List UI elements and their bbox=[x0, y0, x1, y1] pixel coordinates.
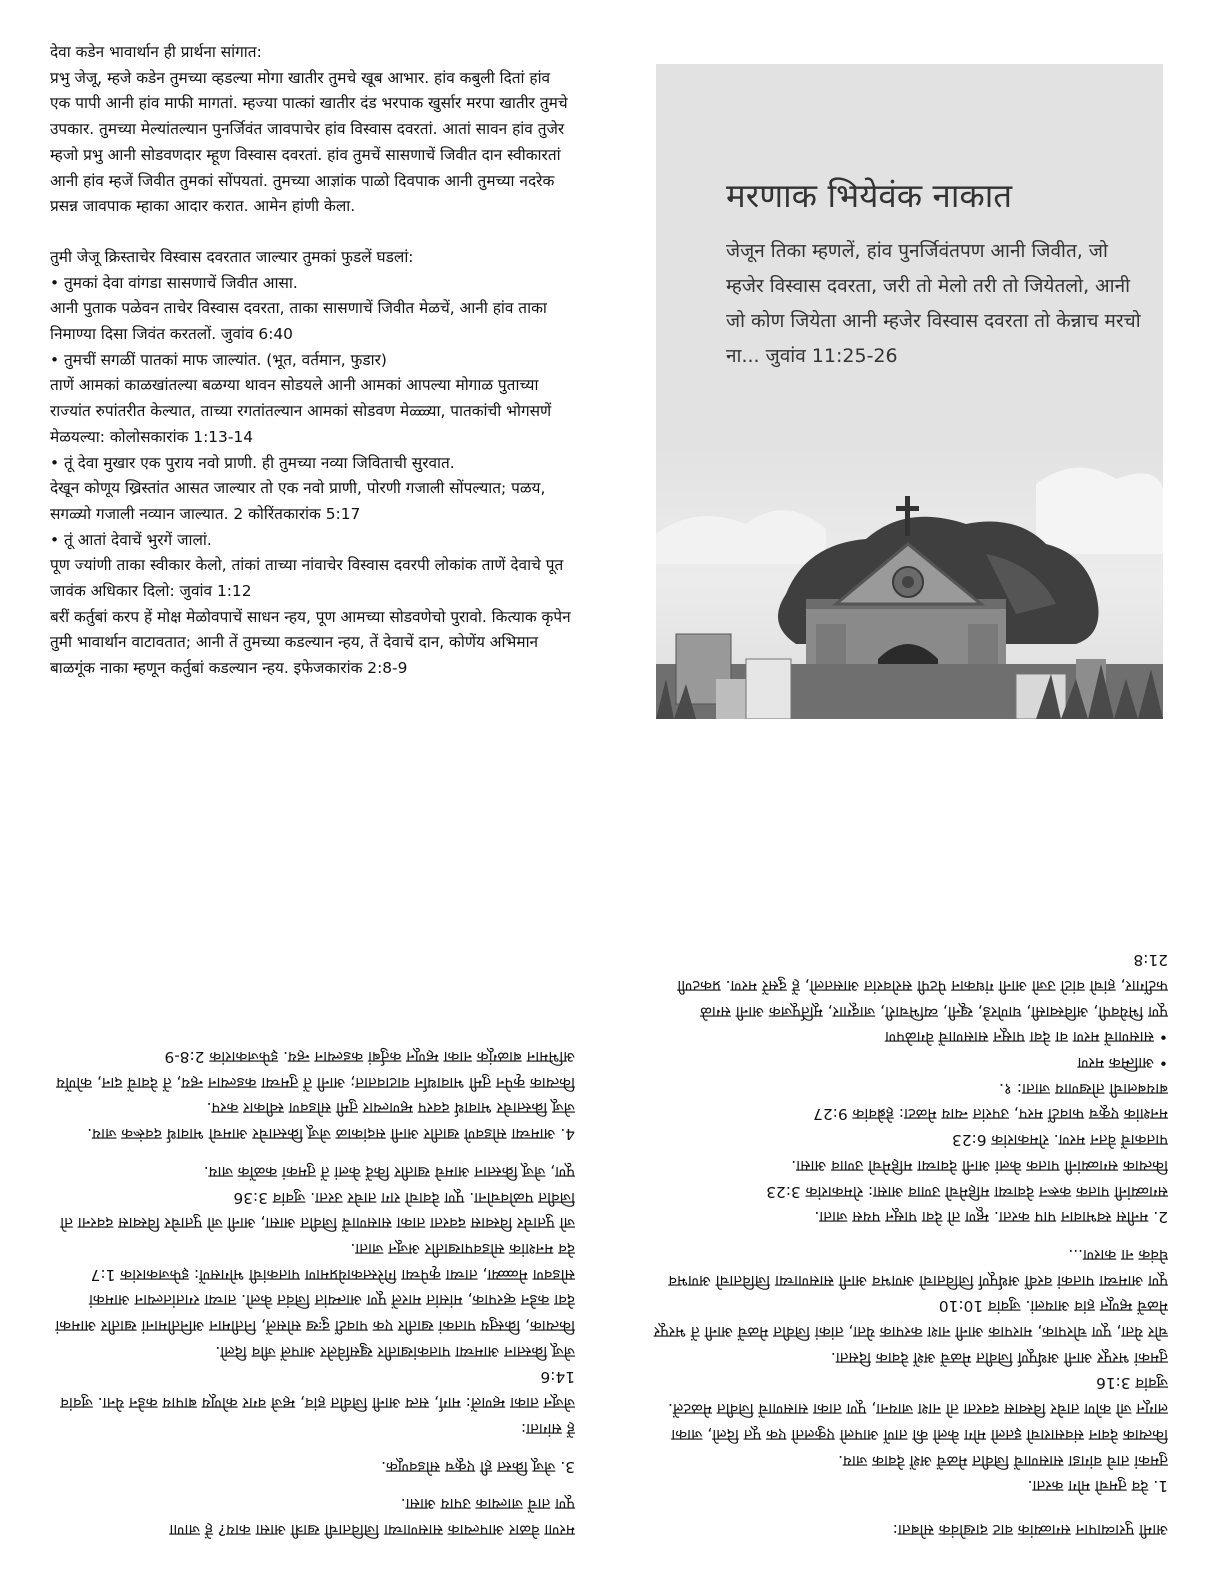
inverted-paragraph: चोर येता, पूण चोरपाक, मारपाक आनी नाश करपाक येता, तांकां जिवीत मेळचें आनी तें भरपूर मेळचें म्हणून हांव आयलां. जुवांव 10:10 bbox=[653, 1297, 1168, 1342]
inverted-paragraph: जेजू क्रिस्तान आमच्या पातकांखातीर खुर्सावेलेर आपलें जीव दिलो. bbox=[215, 1342, 575, 1361]
inverted-paragraph: हें सांगता: bbox=[520, 1419, 575, 1438]
closing-paragraph: बरीं कर्तुबां करप हें मोक्ष मेळोवपाचें साधन न्हय, पूण आमच्या सोडवणेचो पुरावो. कित्याक कृपेन तुमी भावार्थान वाटावतात; आनी तें तुमच्या कडल्यान न्हय, तें देवाचें दान, कोणेंय अभिमान बाळगूंक नाका म्हणून कर्तुबां कडल्यान न्हय. इफेजकारांक 2:8-9 bbox=[50, 607, 571, 678]
inverted-paragraph: • आत्मिक मरण bbox=[1077, 1054, 1168, 1073]
inverted-paragraph: जेजून ताका म्हणलें: मार्ग, सत्य आनी जिवीत हांव, म्हजे वगर कोणूय बापाय कडेन येना. जुवांव 14:6 bbox=[60, 1368, 575, 1413]
inverted-paragraph: पूण भियेवपी, अविस्वासी, घाणेरडे, खूनी, व्यभिचारी, जादूगार, मूर्तिपूजक आनी सगळे फटींगार, हांचो वांटो उजो आनी गंधकान पेटपी सरोवरांत आसतलो, हें दुसरें मरण. प्रकटणी 21:8 bbox=[677, 951, 1168, 1021]
benefit-item: • तूं आतां देवाचें भुरगें जालां. पूण ज्यांणी ताका स्वीकार केलो, तांकां ताच्या नांवाचेर विस्वास दवरपी लोकांक ताणें देवाचे पूत जावंक अधिकार दिलो: जुवांव 1:12 bbox=[50, 530, 564, 601]
inverted-paragraph: 3. जेजू क्रिस्त ही एकूच सोडवणूक. bbox=[381, 1457, 575, 1476]
inverted-paragraph: सगळ्यांनी पातक करून देवाच्या महिमेचो उणाव आसा: रोमकारांक 3:23 bbox=[766, 1182, 1168, 1201]
inverted-paragraph: देव मनशांक सोडवपाखातीर अजून जाता. bbox=[350, 1239, 575, 1258]
benefit-item: • तूं देवा मुखार एक पुराय नवो प्राणी. ही तुमच्या नव्या जिविताची सुरवात. देखून कोणूय ख्रिस्तांत आसत जाल्यार तो एक नवो प्राणी, पोरणी गजाली सोंपल्यात; पळय, सगळ्यो गजाली नव्यान जाल्यात. 2 कोरिंतकारांक 5:17 bbox=[50, 453, 546, 523]
cover-title: मरणाक भियेवंक नाकात bbox=[726, 176, 1013, 215]
inverted-paragraph: पातकाचें वेतन मरण. रोमकारांक 6:23 bbox=[952, 1131, 1168, 1150]
cover-panel bbox=[656, 64, 1163, 719]
spacer bbox=[50, 220, 575, 245]
inverted-paragraph: कित्याक, क्रिस्तुय पातकां खातीर एक पावटीं दुःख सोसलें, नितीमान अनितीमानां खातीर आमकां देवा कडेन व्हरपाक, मांसांत मारलें पूण आत्म्यांत जिवंत केलो. ताच्या रगतांतल्यान आमकां सोडवण मेळ्ळ्या, ताच्या कृपेच्या गिरेस्तकायेप्रमाण पातकांची भोगसणें: इफेजकारांक 1:7 bbox=[55, 1265, 575, 1336]
inverted-paragraph: पूण, जेजू क्रिस्तान आमचे खातीर किदें केलां तें तुमकां कळोंक जाय. bbox=[203, 1162, 575, 1181]
inverted-paragraph: मनशांक एकूच फावटीं मरप, उपरांत न्याय मेळटा: हेब्रेवांक 9:27 bbox=[813, 1105, 1168, 1124]
inverted-paragraph: पूण ताचें जाल्याक उपाय आसा. bbox=[400, 1495, 575, 1514]
inverted-paragraph: तुमकां भरपूर आनी अर्थपूर्ण जिवीत मेळचें अशें देवाक दिसता. bbox=[830, 1348, 1168, 1367]
prayer-panel bbox=[50, 40, 575, 682]
benefit-item: • तुमकां देवा वांगडा सासणाचें जिवीत आसा. आनी पुताक पळेवन ताचेर विस्वास दवरता, ताका सासणाचें जिवीत मेळचें, आनी हांव ताका निमाण्या दिसा जिवंत करतलों. जुवांव 6:40 bbox=[50, 273, 547, 344]
benefit-item: • तुमचीं सगळीं पातकां माफ जाल्यांत. (भूत, वर्तमान, फुडार) ताणें आमकां काळखांतल्या बळग्या थावन सोडयले आनी आमकां आपल्या मोगाळ पुताच्या राज्यांत रुपांतरीत केल्यात, ताच्या रगतांतल्यान आमकां सोडवण मेळ्ळ्या, पातकांची भोगसणें मेळयल्या: कोलोसकारांक 1:13-14 bbox=[50, 350, 552, 446]
inverted-panel-left bbox=[50, 822, 575, 1542]
inverted-paragraph: कित्याक कृपेन तुमी भावार्थान वाटावतात; आनी तें तुमच्या कडल्यान न्हय, तें देवाचें दान, कोणेंय अभिमान बाळगूंक नाका म्हणून कर्तुबां कडल्यान न्हय. इफेजकारांक 2:8-9 bbox=[56, 1048, 575, 1092]
inverted-paragraph: पूण आमच्या पातकां वरवीं अर्थपूर्ण जिविताचो अणभव आनी सासणाच्या जिविताचो अणभव घेवंक ना कारण... bbox=[668, 1245, 1168, 1290]
inverted-paragraph: 4. आमच्या सोडवणे खातीर आनी सदांकाळ जेजू क्रिस्ताचेर आमचो भावार्थ दवरूंक जाय. bbox=[87, 1125, 575, 1144]
inverted-paragraph: आमी पुराव्यापान सगळ्यांक वाट दाखोवंक सोबता: bbox=[892, 1521, 1168, 1539]
church-photo bbox=[656, 444, 1163, 719]
inverted-paragraph: कित्याक देवान संवसाराचो इतलो मोग केलो की ताणें आपलो एकुलतो एक पूत दिलो, जाका लागून जो कोण ताचेर विस्वास दवरता तो नाश जायना, पूण ताका सासणाचें जिवीत मेळटलें. जुवांव 3:16 bbox=[668, 1374, 1168, 1444]
inverted-paragraph: कित्याक सगळ्यांनी पातक केलां आनी देवाच्या महिमेचो उणाव आसा. bbox=[791, 1156, 1168, 1175]
inverted-panel-right bbox=[648, 822, 1168, 1542]
prayer-body: प्रभु जेजू, म्हजे कडेन तुमच्या व्हडल्या मोगा खातीर तुमचे खूब आभार. हांव कबुली दितां हांव एक पापी आनी हांव माफी मागतां. म्हज्या पात्कां खातीर दंड भरपाक खुर्सार मरपा खातीर तुमचे उपकार. तुमच्या मेल्यांतल्यान पुनर्जिवंत जावपाचेर हांव विस्वास दवरतां. आतां सावन हांव तुजेर म्हजो प्रभु आनी सोडवणदार म्हूण विस्वास दवरतां. हांव तुमचें सासणाचें जिवीत दान स्वीकारतां आनी हांव म्हजें जिवीत तुमकां सोंपयतां. तुमच्या आज्ञांक पाळो दिवपाक आनी तुमच्या नदरेक प्रसन्न जावपाक म्हाका आदार करात. आमेन हांणी केला. bbox=[50, 68, 568, 216]
prayer-intro: देवा कडेन भावार्थान ही प्रार्थना सांगात: bbox=[50, 43, 262, 61]
inverted-paragraph: जेजू क्रिस्ताचेर भावार्थ दवरप म्हणल्यार तुमी सोडवण स्वीकार करप. bbox=[206, 1099, 575, 1118]
inverted-paragraph: 1. देव तुमचो मोग करता. bbox=[1027, 1477, 1168, 1496]
inverted-paragraph: मरणा वेळार आपल्याक सासणाच्या जिविताची खात्री आसा काय? हें जाणा bbox=[169, 1521, 575, 1539]
inverted-paragraph: तुमकां ताचे वांगडा सासणाचें जिवीत मेळचें अशें देवाक जाय. bbox=[838, 1451, 1168, 1470]
cover-verse: जेजून तिका म्हणलें, हांव पुनर्जिवंतपण आनी जिवीत, जो म्हजेर विस्वास दवरता, जरी तो मेलो तरी तो जियेतलो, आनी जो कोण जियेता आनी म्हजेर विस्वास दवरता तो केन्नाच मरचो ना... जुवांव 11:25-26 bbox=[726, 240, 1141, 367]
inverted-paragraph: बायबलाची तोखणाय जाता: १. bbox=[999, 1079, 1168, 1098]
inverted-paragraph: जो पुताचेर विस्वास दवरता ताका सासणाचें जिवीत आसा, आनी जो पुताचेर विस्वास दवरना तो जिवीत पळोवचोना. पूण देवाचो राग ताचेर उरता. जुवांव 3:36 bbox=[60, 1188, 575, 1233]
benefits-intro: तुमी जेजू क्रिस्ताचेर विस्वास दवरतात जाल्यार तुमकां फुडलें घडलां: bbox=[50, 247, 414, 266]
inverted-paragraph: 2. मनीस स्वभावान पाप करता. म्हूण तो देवा पासून पयस जाता. bbox=[814, 1208, 1168, 1227]
inverted-paragraph: • सासणाचें मरण वा देवा पासून सासणाचें वेगळेपण bbox=[884, 1028, 1168, 1047]
